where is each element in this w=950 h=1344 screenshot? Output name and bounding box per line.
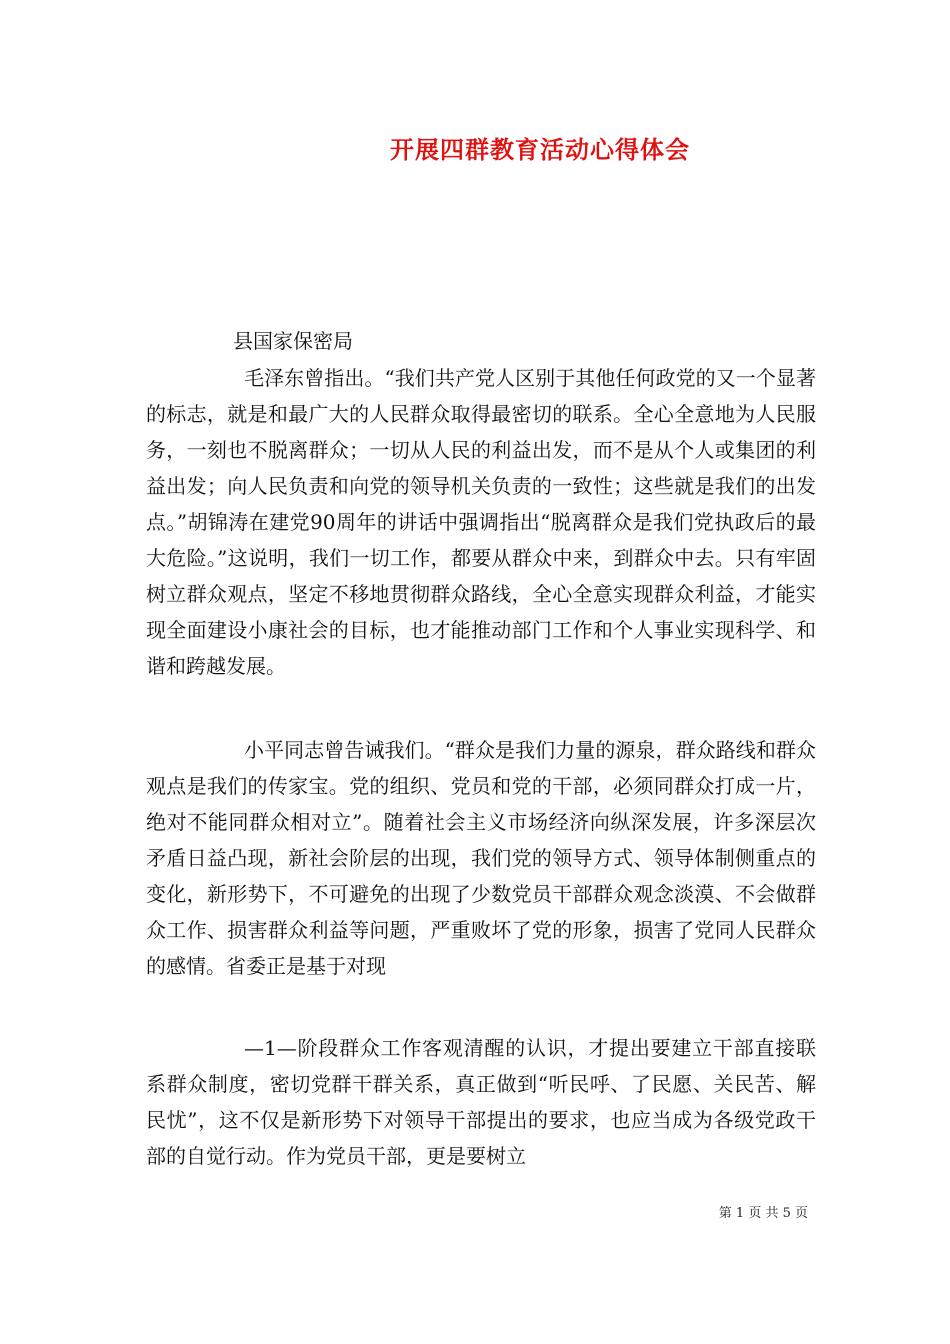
page-number-footer: 第 1 页 共 5 页 [718, 1206, 808, 1221]
author-organization: 县国家保密局 [233, 329, 353, 353]
body-paragraph: 小平同志曾告诫我们。“群众是我们力量的源泉，群众路线和群众观点是我们的传家宝。党的组织、党员和党的干部，必须同群众打成一片，绝对不能同群众相对立”。随着社会主义市场经济向纵深发展，许多深层次矛盾日益凸现，新社会阶层的出现，我们党的领导方式、领导体制侧重点的变化，新形势下，不可避免的出现了少数党员干部群众观念淡漠、不会做群众工作、损害群众利益等问题，严重败坏了党的形象，损害了党同人民群众的感情。省委正是基于对现 [146, 738, 816, 978]
body-paragraph: 毛泽东曾指出。“我们共产党人区别于其他任何政党的又一个显著的标志，就是和最广大的人民群众取得最密切的联系。全心全意地为人民服务，一刻也不脱离群众；一切从人民的利益出发，而不是从个人或集团的利益出发；向人民负责和向党的领导机关负责的一致性；这些就是我们的出发点。”胡锦涛在建党90周年的讲话中强调指出“脱离群众是我们党执政后的最大危险。”这说明，我们一切工作，都要从群众中来，到群众中去。只有牢固树立群众观点，坚定不移地贯彻群众路线，全心全意实现群众利益，才能实现全面建设小康社会的目标，也才能推动部门工作和个人事业实现科学、和谐和跨越发展。 [146, 366, 816, 678]
document-title: 开展四群教育活动心得体会 [390, 135, 690, 164]
body-paragraph: —1—阶段群众工作客观清醒的认识，才提出要建立干部直接联系群众制度，密切党群干群关系，真正做到“听民呼、了民愿、关民苦、解民忧”，这不仅是新形势下对领导干部提出的要求，也应当成为各级党政干部的自觉行动。作为党员干部，更是要树立 [146, 1036, 816, 1168]
